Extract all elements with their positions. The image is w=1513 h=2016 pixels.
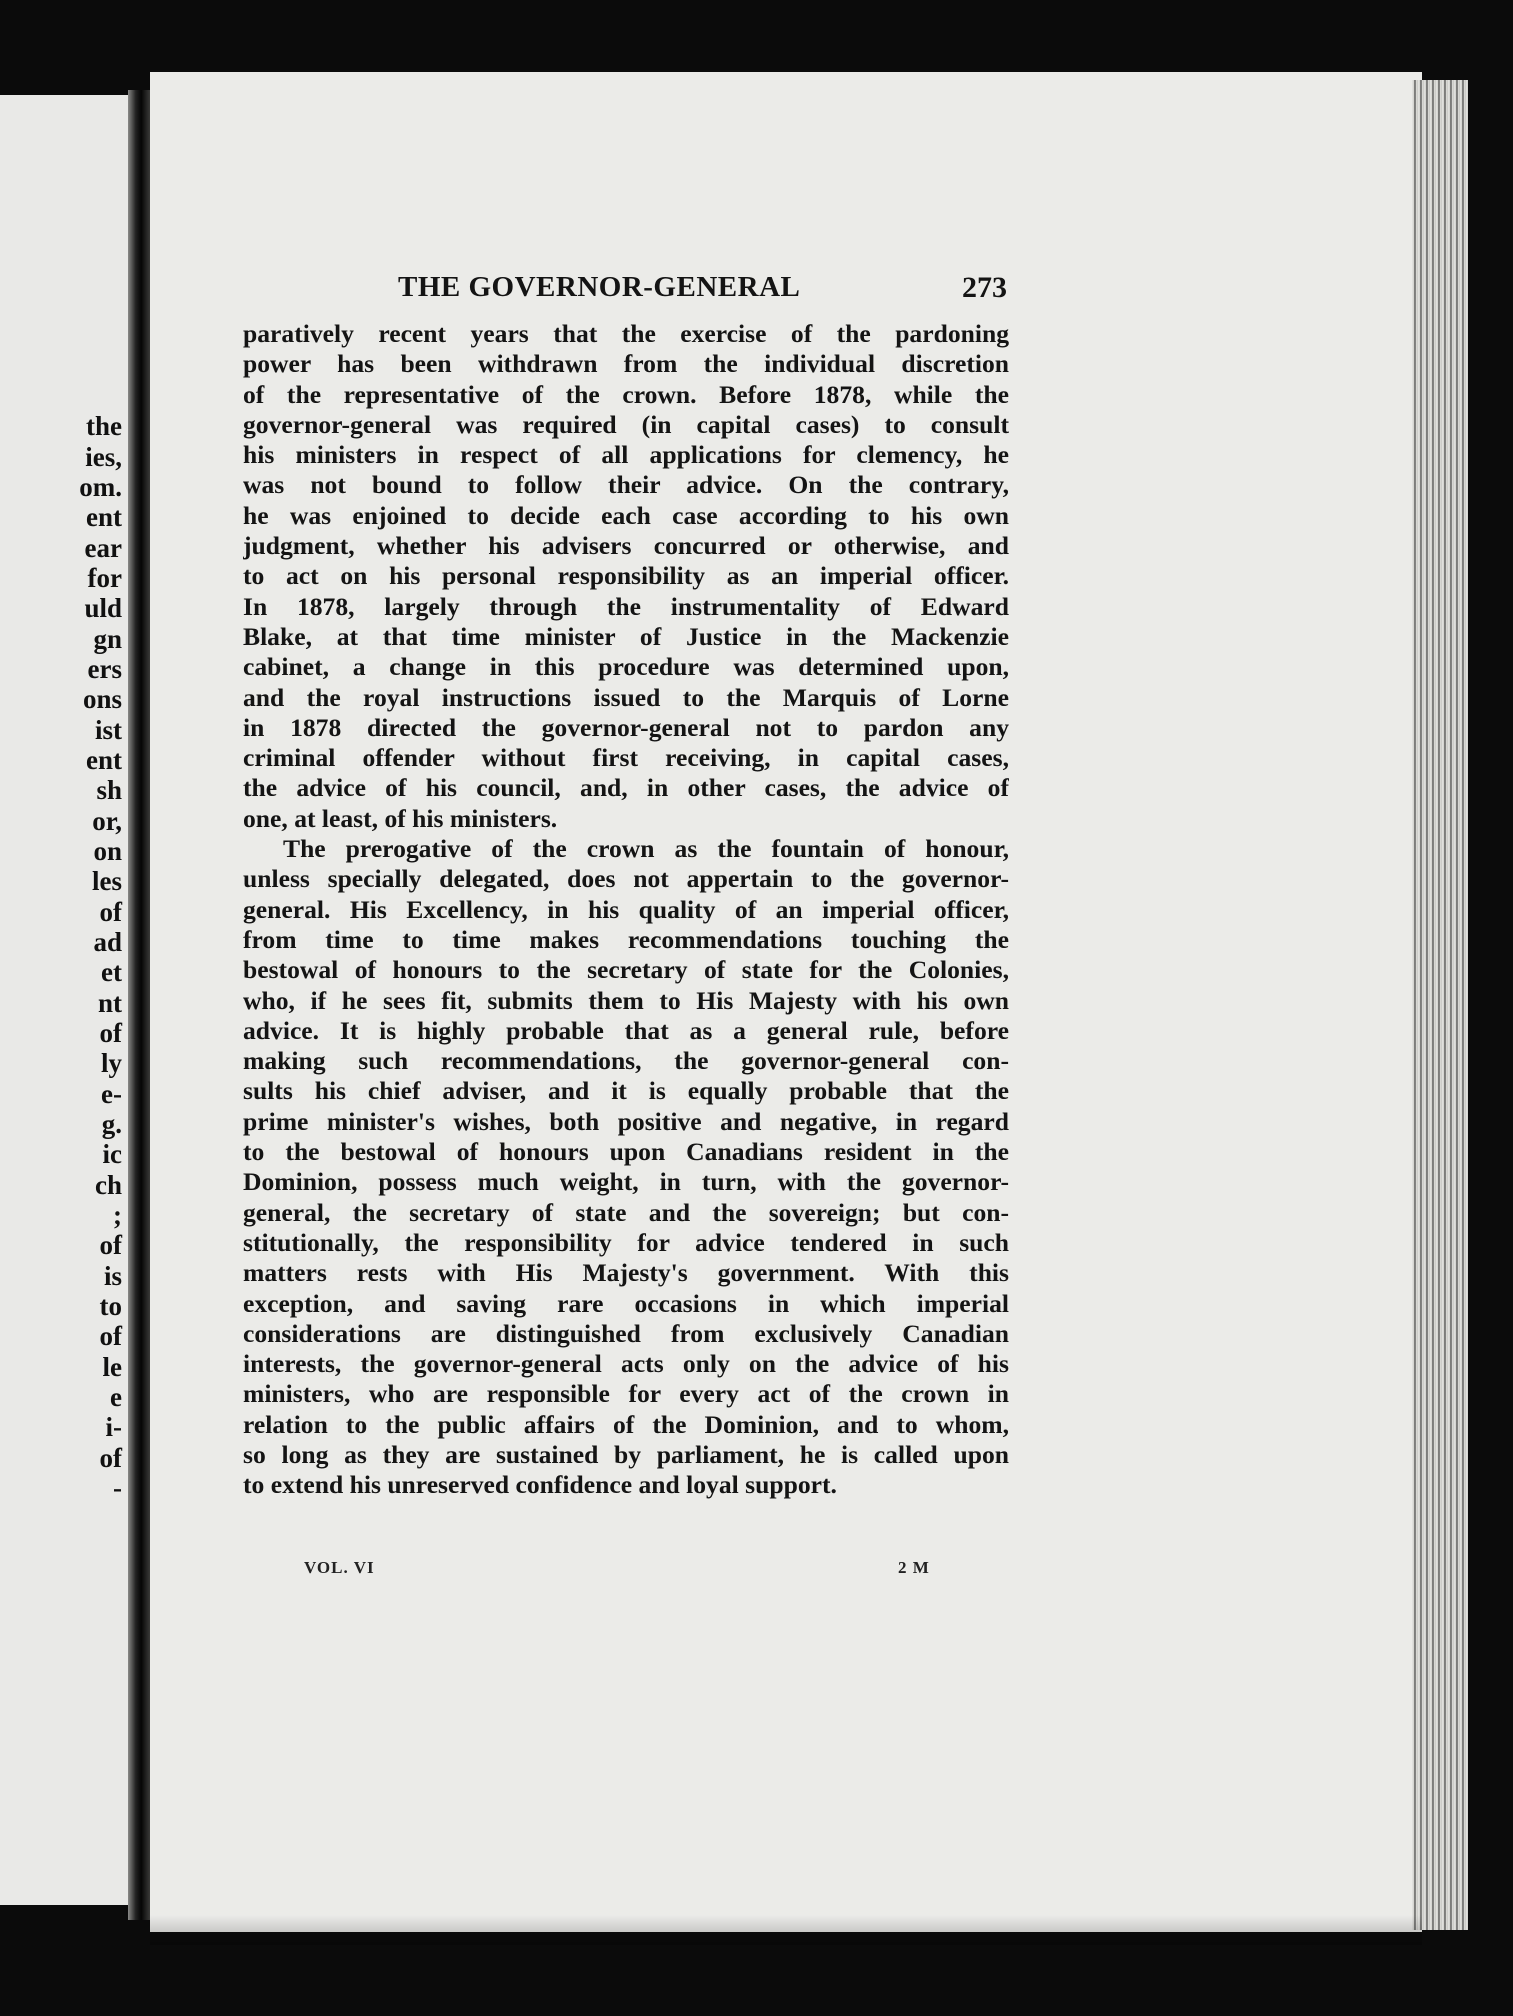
page-edges: [1412, 80, 1470, 1930]
text-line: prime minister's wishes, both positive and negative, in regard: [243, 1106, 1009, 1136]
text-line: considerations are distinguished from exclusively Canadian: [243, 1318, 1009, 1348]
left-fragment: nt: [97, 988, 122, 1018]
text-line: to act on his personal responsibility as an imperial officer.: [243, 561, 1009, 591]
text-line: his ministers in respect of all applications for clemency, he: [243, 440, 1009, 470]
text-line: judgment, whether his advisers concurred or otherwise, and: [243, 531, 1009, 561]
text-line: sults his chief adviser, and it is equally probable that the: [243, 1076, 1009, 1106]
text-line: unless specially delegated, does not appertain to the governor-: [243, 864, 1009, 894]
left-fragment: ons: [82, 684, 122, 714]
text-line: of the representative of the crown. Before 1878, while the: [243, 379, 1009, 409]
running-head: [243, 271, 1007, 307]
left-facing-page: [0, 95, 128, 1905]
text-line: stitutionally, the responsibility for advice tendered in such: [243, 1227, 1009, 1257]
left-fragment: ch: [95, 1170, 122, 1200]
left-fragment: ear: [84, 533, 122, 563]
left-fragment: ic: [102, 1139, 122, 1169]
left-fragment: uld: [84, 593, 122, 623]
left-fragment: ies,: [85, 442, 122, 472]
text-line: making such recommendations, the governor-general con-: [243, 1046, 1009, 1076]
left-fragment: -: [113, 1473, 122, 1503]
text-line: so long as they are sustained by parliament, he is called upon: [243, 1439, 1009, 1469]
text-line: criminal offender without first receiving, in capital cases,: [243, 743, 1009, 773]
left-fragment: of: [99, 1321, 122, 1351]
body-text: [243, 319, 1009, 1501]
text-line: interests, the governor-general acts only on the advice of his: [243, 1349, 1009, 1379]
left-fragment: of: [99, 897, 122, 927]
left-fragment: the: [86, 411, 122, 441]
text-line: who, if he sees fit, submits them to His Majesty with his own: [243, 985, 1009, 1015]
text-line: Blake, at that time minister of Justice in the Mackenzie: [243, 621, 1009, 651]
left-fragment: ad: [93, 927, 122, 957]
left-fragment: on: [93, 836, 122, 866]
signature-volume: VOL. VI: [304, 1558, 375, 1577]
left-fragment: e-: [101, 1079, 122, 1109]
page-number: 273: [962, 271, 1007, 304]
text-line: was not bound to follow their advice. On the contrary,: [243, 470, 1009, 500]
left-fragment: g.: [101, 1109, 122, 1139]
text-line: Dominion, possess much weight, in turn, with the governor-: [243, 1167, 1009, 1197]
text-line: bestowal of honours to the secretary of state for the Colonies,: [243, 955, 1009, 985]
text-line: and the royal instructions issued to the Marquis of Lorne: [243, 682, 1009, 712]
book-gutter: [128, 90, 150, 1920]
text-line: governor-general was required (in capital cases) to consult: [243, 409, 1009, 439]
left-fragment: sh: [96, 775, 122, 805]
left-fragment: ist: [95, 715, 122, 745]
text-line: exception, and saving rare occasions in which imperial: [243, 1288, 1009, 1318]
left-fragment: et: [101, 957, 122, 987]
text-line: paratively recent years that the exercise of the pardoning: [243, 319, 1009, 348]
text-line: In 1878, largely through the instrumentality of Edward: [243, 591, 1009, 621]
text-line: one, at least, of his ministers.: [243, 803, 558, 833]
left-fragment: ers: [87, 654, 122, 684]
left-fragment: le: [102, 1352, 122, 1382]
left-fragment: is: [103, 1261, 122, 1291]
text-line: relation to the public affairs of the Dominion, and to whom,: [243, 1409, 1009, 1439]
left-fragment: of: [99, 1230, 122, 1260]
left-fragment: of: [99, 1018, 122, 1048]
text-line: he was enjoined to decide each case according to his own: [243, 500, 1009, 530]
left-fragment: or,: [92, 806, 122, 836]
left-fragment: ;: [113, 1200, 122, 1230]
text-line: the advice of his council, and, in other cases, the advice of: [243, 773, 1009, 803]
left-fragment: ent: [86, 745, 122, 775]
text-line: The prerogative of the crown as the fountain of honour,: [283, 834, 1009, 864]
left-fragment: gn: [93, 624, 122, 654]
scan-border: [1468, 0, 1513, 2016]
text-line: advice. It is highly probable that as a general rule, before: [243, 1015, 1009, 1045]
text-line: power has been withdrawn from the individual discretion: [243, 349, 1009, 379]
running-title: THE GOVERNOR-GENERAL: [398, 271, 801, 303]
left-fragment: for: [87, 563, 122, 593]
paragraph-2: [243, 834, 1009, 1501]
page-shadow: [150, 1915, 1422, 1945]
left-fragment: of: [99, 1443, 122, 1473]
left-fragment: to: [99, 1291, 122, 1321]
text-line: matters rests with His Majesty's government. With this: [243, 1258, 1009, 1288]
left-fragment: ent: [86, 502, 122, 532]
text-line: general, the secretary of state and the sovereign; but con-: [243, 1197, 1009, 1227]
left-fragment: les: [92, 866, 122, 896]
paragraph-1: [243, 319, 1009, 834]
left-fragment: ly: [100, 1048, 122, 1078]
left-fragment: e: [110, 1382, 122, 1412]
left-fragment: om.: [79, 472, 122, 502]
text-line: to the bestowal of honours upon Canadians resident in the: [243, 1137, 1009, 1167]
text-line: from time to time makes recommendations touching the: [243, 924, 1009, 954]
text-line: to extend his unreserved confidence and loyal support.: [243, 1470, 837, 1500]
text-line: ministers, who are responsible for every act of the crown in: [243, 1379, 1009, 1409]
signature-mark: 2 M: [898, 1558, 930, 1577]
text-line: in 1878 directed the governor-general not to pardon any: [243, 712, 1009, 742]
text-line: cabinet, a change in this procedure was determined upon,: [243, 652, 1009, 682]
left-fragment: i-: [105, 1412, 122, 1442]
text-line: general. His Excellency, in his quality of an imperial officer,: [243, 894, 1009, 924]
